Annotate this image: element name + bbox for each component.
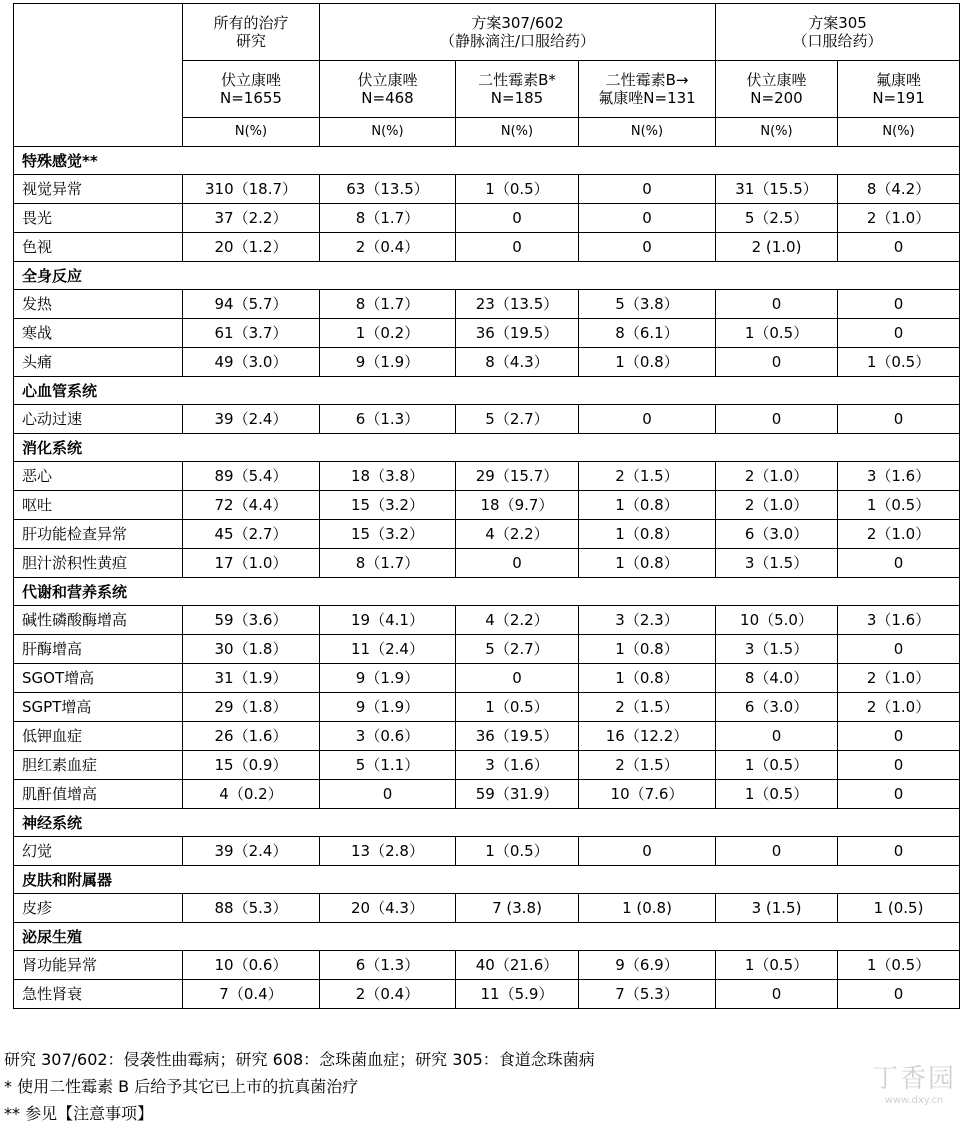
value-cell: 0 xyxy=(320,780,456,809)
value-cell: 5（1.1） xyxy=(320,751,456,780)
value-cell: 1（0.8） xyxy=(579,491,716,520)
header-unit-cell: N(%) xyxy=(838,118,960,147)
section-title: 全身反应 xyxy=(14,262,960,290)
value-cell: 30（1.8） xyxy=(183,635,320,664)
value-cell: 72（4.4） xyxy=(183,491,320,520)
value-cell: 1（0.5） xyxy=(838,348,960,377)
value-cell: 0 xyxy=(838,751,960,780)
value-cell: 1（0.8） xyxy=(579,664,716,693)
table-row xyxy=(14,233,960,262)
header-drug-cell: 伏立康唑 N=468 xyxy=(320,61,456,118)
header-drug-cell: 伏立康唑 N=200 xyxy=(716,61,838,118)
value-cell: 8（4.3） xyxy=(456,348,579,377)
value-cell: 88（5.3） xyxy=(183,894,320,923)
event-label: 发热 xyxy=(14,290,183,319)
section-header-row xyxy=(14,866,960,894)
value-cell: 29（15.7） xyxy=(456,462,579,491)
value-cell: 3（1.6） xyxy=(456,751,579,780)
header-drug-cell: 二性霉素B→ 氟康唑N=131 xyxy=(579,61,716,118)
value-cell: 40（21.6） xyxy=(456,951,579,980)
value-cell: 2（1.0） xyxy=(838,204,960,233)
table-row xyxy=(14,491,960,520)
value-cell: 1（0.5） xyxy=(716,319,838,348)
header-drug-cell: 二性霉素B* N=185 xyxy=(456,61,579,118)
event-label: 碱性磷酸酶增高 xyxy=(14,606,183,635)
value-cell: 8（4.2） xyxy=(838,175,960,204)
section-title: 特殊感觉** xyxy=(14,147,960,175)
value-cell: 2（1.0） xyxy=(838,664,960,693)
value-cell: 6（1.3） xyxy=(320,405,456,434)
value-cell: 2（0.4） xyxy=(320,233,456,262)
watermark-name: 丁香园 xyxy=(871,1064,956,1094)
value-cell: 310（18.7） xyxy=(183,175,320,204)
value-cell: 4（2.2） xyxy=(456,606,579,635)
value-cell: 59（31.9） xyxy=(456,780,579,809)
section-header-row xyxy=(14,147,960,175)
event-label: 肌酐值增高 xyxy=(14,780,183,809)
value-cell: 9（1.9） xyxy=(320,348,456,377)
value-cell: 49（3.0） xyxy=(183,348,320,377)
value-cell: 0 xyxy=(716,980,838,1009)
value-cell: 0 xyxy=(838,980,960,1009)
table-row xyxy=(14,520,960,549)
event-label: 呕吐 xyxy=(14,491,183,520)
section-title: 皮肤和附属器 xyxy=(14,866,960,894)
value-cell: 5（2.5） xyxy=(716,204,838,233)
section-header-row xyxy=(14,809,960,837)
value-cell: 0 xyxy=(838,722,960,751)
value-cell: 59（3.6） xyxy=(183,606,320,635)
value-cell: 13（2.8） xyxy=(320,837,456,866)
value-cell: 94（5.7） xyxy=(183,290,320,319)
header-blank-cell xyxy=(14,4,183,147)
footnote-precautions: ** 参见【注意事项】 xyxy=(4,1104,154,1123)
value-cell: 15（0.9） xyxy=(183,751,320,780)
value-cell: 0 xyxy=(579,837,716,866)
value-cell: 8（1.7） xyxy=(320,290,456,319)
value-cell: 29（1.8） xyxy=(183,693,320,722)
table-row xyxy=(14,693,960,722)
value-cell: 2（1.0） xyxy=(838,693,960,722)
watermark-logo xyxy=(872,1058,956,1106)
value-cell: 0 xyxy=(456,549,579,578)
value-cell: 0 xyxy=(838,780,960,809)
value-cell: 0 xyxy=(716,405,838,434)
section-header-row xyxy=(14,434,960,462)
value-cell: 1（0.5） xyxy=(456,693,579,722)
value-cell: 0 xyxy=(716,722,838,751)
value-cell: 0 xyxy=(716,290,838,319)
value-cell: 4（0.2） xyxy=(183,780,320,809)
header-unit-cell: N(%) xyxy=(183,118,320,147)
event-label: 寒战 xyxy=(14,319,183,348)
event-label: 急性肾衰 xyxy=(14,980,183,1009)
value-cell: 26（1.6） xyxy=(183,722,320,751)
table-row xyxy=(14,549,960,578)
section-header-row xyxy=(14,578,960,606)
event-label: SGOT增高 xyxy=(14,664,183,693)
value-cell: 1（0.8） xyxy=(579,635,716,664)
value-cell: 0 xyxy=(838,290,960,319)
value-cell: 23（13.5） xyxy=(456,290,579,319)
event-label: 头痛 xyxy=(14,348,183,377)
table-row xyxy=(14,606,960,635)
table-row xyxy=(14,722,960,751)
event-label: SGPT增高 xyxy=(14,693,183,722)
event-label: 心动过速 xyxy=(14,405,183,434)
section-title: 消化系统 xyxy=(14,434,960,462)
event-label: 肝功能检查异常 xyxy=(14,520,183,549)
value-cell: 2（1.0） xyxy=(838,520,960,549)
value-cell: 9（6.9） xyxy=(579,951,716,980)
value-cell: 3（1.6） xyxy=(838,606,960,635)
value-cell: 3（1.5） xyxy=(716,635,838,664)
value-cell: 5（3.8） xyxy=(579,290,716,319)
value-cell: 7（5.3） xyxy=(579,980,716,1009)
value-cell: 0 xyxy=(456,204,579,233)
value-cell: 1 (0.5) xyxy=(838,894,960,923)
event-label: 肝酶增高 xyxy=(14,635,183,664)
event-label: 恶心 xyxy=(14,462,183,491)
table-row xyxy=(14,405,960,434)
value-cell: 1（0.8） xyxy=(579,549,716,578)
value-cell: 10（7.6） xyxy=(579,780,716,809)
value-cell: 18（3.8） xyxy=(320,462,456,491)
value-cell: 7（0.4） xyxy=(183,980,320,1009)
watermark-url: www.dxy.cn xyxy=(884,1095,944,1106)
value-cell: 0 xyxy=(579,175,716,204)
value-cell: 1（0.5） xyxy=(838,491,960,520)
footnote-amphotericin: * 使用二性霉素 B 后给予其它已上市的抗真菌治疗 xyxy=(4,1077,359,1096)
value-cell: 2（1.5） xyxy=(579,751,716,780)
footnotes xyxy=(4,1046,595,1127)
value-cell: 7 (3.8) xyxy=(456,894,579,923)
value-cell: 1 (0.8) xyxy=(579,894,716,923)
event-label: 皮疹 xyxy=(14,894,183,923)
value-cell: 8（4.0） xyxy=(716,664,838,693)
value-cell: 31（15.5） xyxy=(716,175,838,204)
header-unit-cell: N(%) xyxy=(579,118,716,147)
value-cell: 1（0.5） xyxy=(838,951,960,980)
value-cell: 0 xyxy=(456,664,579,693)
table-row xyxy=(14,894,960,923)
value-cell: 6（3.0） xyxy=(716,693,838,722)
section-header-row xyxy=(14,923,960,951)
value-cell: 18（9.7） xyxy=(456,491,579,520)
value-cell: 61（3.7） xyxy=(183,319,320,348)
value-cell: 0 xyxy=(838,549,960,578)
value-cell: 8（1.7） xyxy=(320,549,456,578)
header-protocol-307-602: 方案307/602 （静脉滴注/口服给药） xyxy=(320,4,716,61)
header-protocol-305: 方案305 （口服给药） xyxy=(716,4,960,61)
value-cell: 8（6.1） xyxy=(579,319,716,348)
value-cell: 0 xyxy=(579,204,716,233)
header-unit-cell: N(%) xyxy=(716,118,838,147)
value-cell: 20（4.3） xyxy=(320,894,456,923)
event-label: 胆汁淤积性黄疸 xyxy=(14,549,183,578)
table-row xyxy=(14,980,960,1009)
value-cell: 3（1.6） xyxy=(838,462,960,491)
value-cell: 2（0.4） xyxy=(320,980,456,1009)
table-row xyxy=(14,751,960,780)
value-cell: 0 xyxy=(456,233,579,262)
value-cell: 36（19.5） xyxy=(456,319,579,348)
adverse-events-table xyxy=(13,3,960,1009)
value-cell: 1（0.5） xyxy=(456,837,579,866)
value-cell: 45（2.7） xyxy=(183,520,320,549)
header-drug-cell: 伏立康唑 N=1655 xyxy=(183,61,320,118)
value-cell: 17（1.0） xyxy=(183,549,320,578)
event-label: 色视 xyxy=(14,233,183,262)
table-row xyxy=(14,664,960,693)
value-cell: 9（1.9） xyxy=(320,693,456,722)
event-label: 胆红素血症 xyxy=(14,751,183,780)
table-row xyxy=(14,951,960,980)
value-cell: 2（1.5） xyxy=(579,462,716,491)
value-cell: 11（2.4） xyxy=(320,635,456,664)
event-label: 视觉异常 xyxy=(14,175,183,204)
value-cell: 8（1.7） xyxy=(320,204,456,233)
section-header-row xyxy=(14,262,960,290)
table-row xyxy=(14,319,960,348)
value-cell: 0 xyxy=(579,405,716,434)
value-cell: 11（5.9） xyxy=(456,980,579,1009)
header-row-groups xyxy=(14,4,960,61)
value-cell: 15（3.2） xyxy=(320,491,456,520)
value-cell: 20（1.2） xyxy=(183,233,320,262)
value-cell: 10（0.6） xyxy=(183,951,320,980)
value-cell: 5（2.7） xyxy=(456,405,579,434)
value-cell: 31（1.9） xyxy=(183,664,320,693)
table-row xyxy=(14,175,960,204)
value-cell: 1（0.8） xyxy=(579,348,716,377)
value-cell: 3（0.6） xyxy=(320,722,456,751)
value-cell: 0 xyxy=(838,635,960,664)
event-label: 肾功能异常 xyxy=(14,951,183,980)
header-drug-cell: 氟康唑 N=191 xyxy=(838,61,960,118)
table-row xyxy=(14,780,960,809)
value-cell: 15（3.2） xyxy=(320,520,456,549)
value-cell: 10（5.0） xyxy=(716,606,838,635)
value-cell: 19（4.1） xyxy=(320,606,456,635)
event-label: 低钾血症 xyxy=(14,722,183,751)
table-row xyxy=(14,348,960,377)
table-row xyxy=(14,290,960,319)
value-cell: 6（3.0） xyxy=(716,520,838,549)
value-cell: 89（5.4） xyxy=(183,462,320,491)
value-cell: 3 (1.5) xyxy=(716,894,838,923)
footnote-studies: 研究 307/602：侵袭性曲霉病；研究 608：念珠菌血症；研究 305：食道念珠菌病 xyxy=(4,1050,595,1069)
value-cell: 39（2.4） xyxy=(183,405,320,434)
table-row xyxy=(14,635,960,664)
header-unit-cell: N(%) xyxy=(320,118,456,147)
section-header-row xyxy=(14,377,960,405)
table-body xyxy=(14,4,960,1009)
value-cell: 6（1.3） xyxy=(320,951,456,980)
table-row xyxy=(14,837,960,866)
value-cell: 63（13.5） xyxy=(320,175,456,204)
event-label: 幻觉 xyxy=(14,837,183,866)
value-cell: 2（1.0） xyxy=(716,462,838,491)
value-cell: 0 xyxy=(716,348,838,377)
event-label: 畏光 xyxy=(14,204,183,233)
value-cell: 0 xyxy=(838,233,960,262)
value-cell: 36（19.5） xyxy=(456,722,579,751)
value-cell: 0 xyxy=(838,319,960,348)
value-cell: 5（2.7） xyxy=(456,635,579,664)
value-cell: 1（0.5） xyxy=(716,780,838,809)
value-cell: 1（0.2） xyxy=(320,319,456,348)
value-cell: 16（12.2） xyxy=(579,722,716,751)
value-cell: 9（1.9） xyxy=(320,664,456,693)
header-all-studies: 所有的治疗 研究 xyxy=(183,4,320,61)
value-cell: 0 xyxy=(838,837,960,866)
value-cell: 0 xyxy=(838,405,960,434)
value-cell: 0 xyxy=(579,233,716,262)
table-row xyxy=(14,204,960,233)
value-cell: 1（0.5） xyxy=(456,175,579,204)
value-cell: 2（1.0） xyxy=(716,491,838,520)
value-cell: 3（2.3） xyxy=(579,606,716,635)
value-cell: 2 (1.0) xyxy=(716,233,838,262)
section-title: 神经系统 xyxy=(14,809,960,837)
value-cell: 1（0.5） xyxy=(716,951,838,980)
header-unit-cell: N(%) xyxy=(456,118,579,147)
section-title: 心血管系统 xyxy=(14,377,960,405)
section-title: 代谢和营养系统 xyxy=(14,578,960,606)
value-cell: 4（2.2） xyxy=(456,520,579,549)
value-cell: 39（2.4） xyxy=(183,837,320,866)
section-title: 泌尿生殖 xyxy=(14,923,960,951)
value-cell: 1（0.8） xyxy=(579,520,716,549)
value-cell: 0 xyxy=(716,837,838,866)
value-cell: 37（2.2） xyxy=(183,204,320,233)
value-cell: 3（1.5） xyxy=(716,549,838,578)
value-cell: 1（0.5） xyxy=(716,751,838,780)
table-row xyxy=(14,462,960,491)
value-cell: 2（1.5） xyxy=(579,693,716,722)
